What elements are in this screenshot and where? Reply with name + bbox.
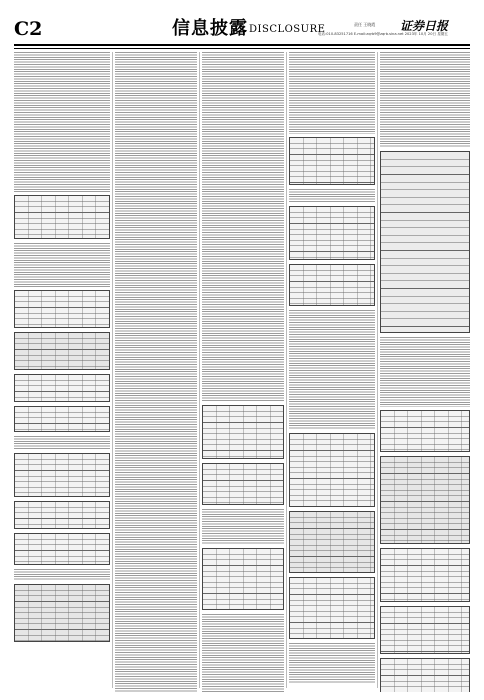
data-table <box>14 406 110 432</box>
page-number: C2 <box>14 18 43 40</box>
section-title-en: DISCLOSURE <box>249 24 326 35</box>
data-table <box>380 658 470 692</box>
data-table <box>380 456 470 544</box>
data-table <box>14 453 110 497</box>
data-table <box>14 290 110 328</box>
data-table <box>202 463 284 505</box>
masthead <box>14 18 470 44</box>
section-title-cn: 信息披露 <box>172 18 248 39</box>
data-table <box>289 511 375 573</box>
data-table <box>202 405 284 459</box>
column-4 <box>289 52 375 692</box>
header-rule-thick <box>14 44 470 46</box>
text-block <box>202 509 284 545</box>
text-block <box>289 189 375 203</box>
data-table <box>14 195 110 239</box>
column-divider <box>112 52 113 688</box>
data-table <box>14 332 110 370</box>
data-table <box>289 137 375 185</box>
newspaper-logo: 证券日报 <box>399 19 448 33</box>
data-table <box>289 264 375 306</box>
text-block <box>14 52 110 192</box>
column-2 <box>115 52 197 692</box>
text-block <box>289 52 375 134</box>
text-block <box>202 614 284 692</box>
column-divider <box>286 52 287 688</box>
column-1 <box>14 52 110 692</box>
data-table <box>202 548 284 610</box>
text-block <box>289 643 375 683</box>
info-table <box>380 151 470 333</box>
data-table <box>289 206 375 260</box>
editor-line: 责任 王晓霞 <box>354 22 376 27</box>
text-block <box>380 52 470 148</box>
column-divider <box>377 52 378 688</box>
column-divider <box>199 52 200 688</box>
data-table <box>380 410 470 452</box>
column-5 <box>380 52 470 692</box>
text-block <box>115 52 197 692</box>
text-block <box>380 337 470 407</box>
header-rule-thin <box>14 48 470 49</box>
text-block <box>289 310 375 430</box>
contact-line: 电话:010-83251716 E-mail:zqrb9@zqrb.sina.net 2023年 10月 20日 星期五 <box>317 32 448 36</box>
data-table <box>289 577 375 639</box>
data-table <box>289 433 375 507</box>
text-block <box>14 243 110 287</box>
data-table <box>14 584 110 642</box>
data-table <box>14 533 110 565</box>
text-block <box>14 436 110 450</box>
text-block <box>202 52 284 402</box>
data-table <box>14 501 110 529</box>
text-block <box>14 569 110 581</box>
data-table <box>380 548 470 602</box>
column-3 <box>202 52 284 692</box>
data-table <box>14 374 110 402</box>
data-table <box>380 606 470 654</box>
